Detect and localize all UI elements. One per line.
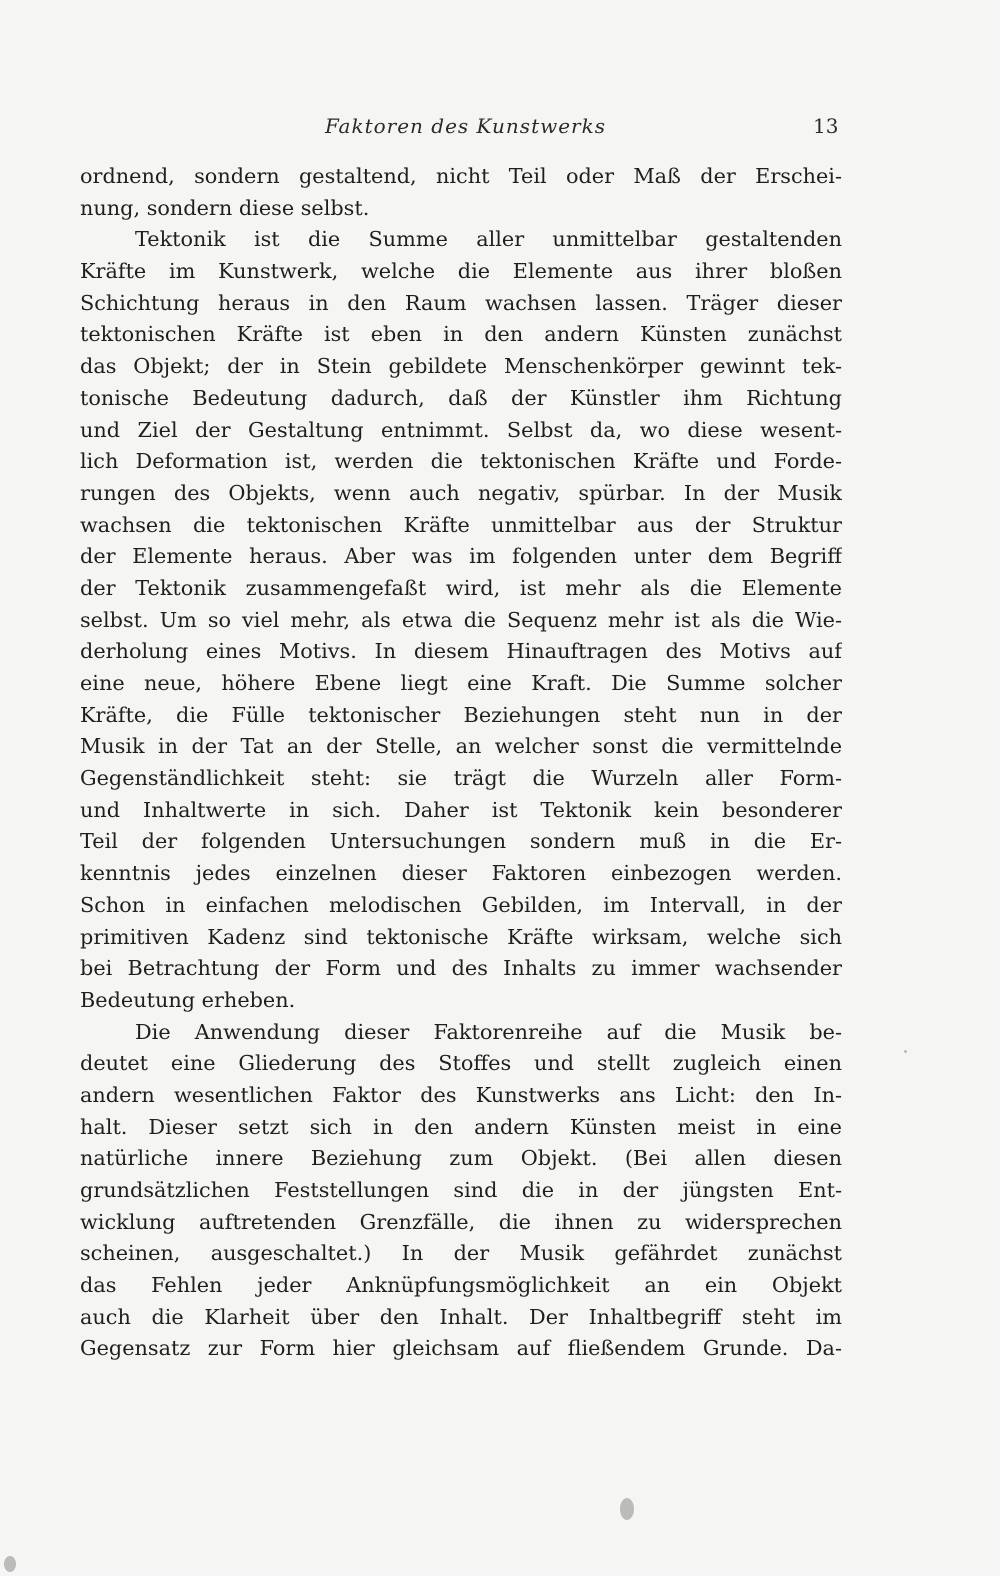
text-line: Tektonik ist die Summe aller unmittelbar gestaltenden [135,227,842,252]
text-line: Schon in einfachen melodischen Gebilden, im Intervall, in der [80,892,842,917]
paper-speck [620,1498,634,1520]
text-line: Die Anwendung dieser Faktorenreihe auf die Musik be- [135,1019,842,1044]
running-title: Faktoren des Kunstwerks [325,114,606,138]
text-line: scheinen, ausgeschaltet.) In der Musik gefährdet zunächst [80,1241,842,1266]
text-line: Bedeutung erheben. [80,987,296,1012]
text-line: und Inhaltwerte in sich. Daher ist Tektonik kein besonderer [80,797,842,822]
text-line: tonische Bedeutung dadurch, daß der Künstler ihm Richtung [80,385,842,410]
text-line: natürliche innere Beziehung zum Objekt. (Bei allen diesen [80,1146,842,1171]
text-line: der Tektonik zusammengefaßt wird, ist mehr als die Elemente [80,575,842,600]
text-line: deutet eine Gliederung des Stoffes und stellt zugleich einen [80,1051,842,1076]
text-line: Schichtung heraus in den Raum wachsen lassen. Träger dieser [80,290,842,315]
text-line: eine neue, höhere Ebene liegt eine Kraft. Die Summe solcher [80,671,842,695]
text-line: andern wesentlichen Faktor des Kunstwerks ans Licht: den In- [80,1082,842,1107]
text-line: derholung eines Motivs. In diesem Hinauftragen des Motivs auf [80,639,842,664]
text-line: das Fehlen jeder Anknüpfungsmöglichkeit an ein Objekt [80,1273,842,1298]
text-line: Teil der folgenden Untersuchungen sondern muß in die Er- [80,829,842,854]
text-line: der Elemente heraus. Aber was im folgenden unter dem Begriff [80,544,842,569]
text-line: rungen des Objekts, wenn auch negativ, spürbar. In der Musik [80,480,842,505]
text-line: wicklung auftretenden Grenzfälle, die ihnen zu widersprechen [80,1209,842,1234]
text-line: ordnend, sondern gestaltend, nicht Teil oder Maß der Erschei- [80,164,842,188]
text-line: das Objekt; der in Stein gebildete Menschenkörper gewinnt tek- [80,354,842,379]
text-line: Musik in der Tat an der Stelle, an welcher sonst die vermittelnde [80,734,842,759]
text-line: kenntnis jedes einzelnen dieser Faktoren einbezogen werden. [80,861,842,886]
text-line: tektonischen Kräfte ist eben in den andern Künsten zunächst [80,322,842,347]
text-line: bei Betrachtung der Form und des Inhalts zu immer wachsender [80,956,842,981]
text-line: Gegenständlichkeit steht: sie trägt die Wurzeln aller Form- [80,766,842,791]
text-line: auch die Klarheit über den Inhalt. Der Inhaltbegriff steht im [80,1304,842,1329]
text-line: und Ziel der Gestaltung entnimmt. Selbst da, wo diese wesent- [80,417,842,442]
text-line: wachsen die tektonischen Kräfte unmittelbar aus der Struktur [80,512,842,537]
text-line: selbst. Um so viel mehr, als etwa die Sequenz mehr ist als die Wie- [80,607,842,632]
body-text [80,161,842,1365]
paper-speck [4,1556,16,1572]
text-line: halt. Dieser setzt sich in den andern Künsten meist in eine [80,1114,842,1139]
text-line: lich Deformation ist, werden die tektonischen Kräfte und Forde- [80,449,842,474]
page-number: 13 [813,114,839,138]
text-line: primitiven Kadenz sind tektonische Kräfte wirksam, welche sich [80,924,842,949]
text-line: Kräfte, die Fülle tektonischer Beziehungen steht nun in der [80,702,842,727]
text-line: grundsätzlichen Feststellungen sind die in der jüngsten Ent- [80,1178,842,1202]
text-line: Gegensatz zur Form hier gleichsam auf fließendem Grunde. Da- [80,1336,842,1361]
text-line: Kräfte im Kunstwerk, welche die Elemente aus ihrer bloßen [80,259,842,284]
paper-speck [904,1050,907,1053]
text-line: nung, sondern diese selbst. [80,195,370,220]
